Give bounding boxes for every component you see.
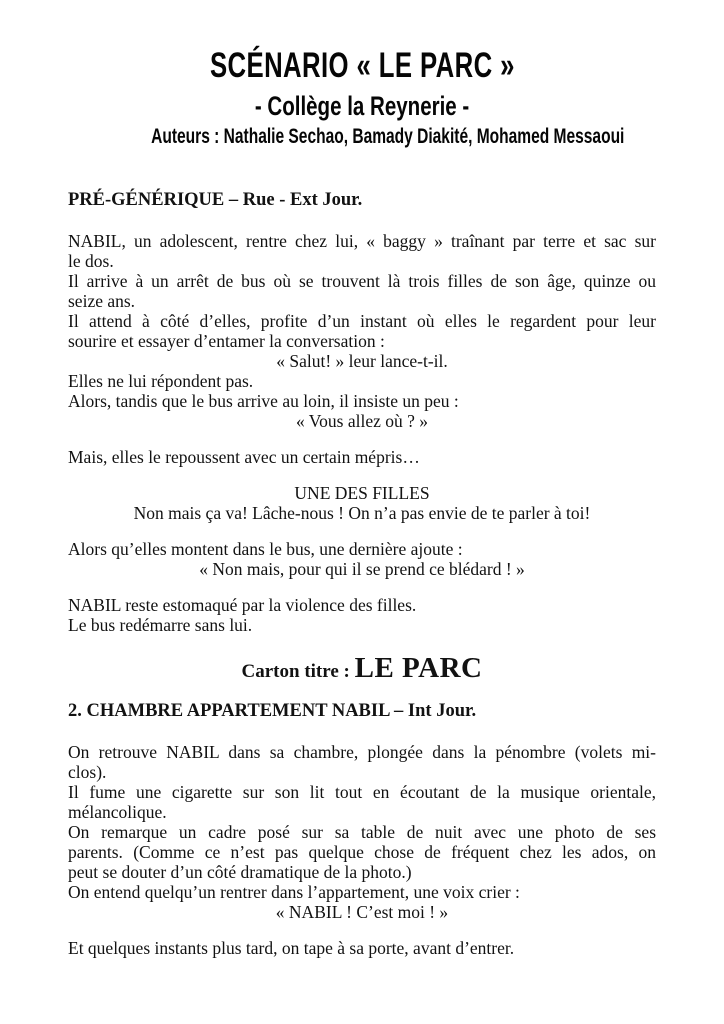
action-line: NABIL reste estomaqué par la violence des filles. <box>68 595 417 615</box>
action-line: peut se douter d’un côté dramatique de la photo.) <box>68 862 412 882</box>
action-line: Et quelques instants plus tard, on tape à sa porte, avant d’entrer. <box>68 938 515 958</box>
action-line: le dos. <box>68 251 114 271</box>
centered-dialogue-line: UNE DES FILLES <box>294 483 430 503</box>
action-line: seize ans. <box>68 291 136 311</box>
paragraph-spacer <box>68 922 656 938</box>
document-title-text: SCÉNARIO « LE PARC » <box>209 44 515 85</box>
centered-dialogue-line: « NABIL ! C’est moi ! » <box>275 902 449 922</box>
action-line: Il arrive à un arrêt de bus où se trouvent là trois filles de son âge, quinze ou <box>68 271 656 291</box>
centered-dialogue-line: « Vous allez où ? » <box>295 411 429 431</box>
action-line: Alors, tandis que le bus arrive au loin, il insiste un peu : <box>68 391 459 411</box>
document-title <box>68 46 656 84</box>
action-line: NABIL, un adolescent, rentre chez lui, « baggy » traînant par terre et sac sur <box>68 231 656 251</box>
action-line: parents. (Comme ce n’est pas quelque chose de fréquent chez les ados, on <box>68 842 656 862</box>
paragraph-spacer <box>68 467 656 483</box>
carton-title-line <box>68 651 656 685</box>
action-line: Alors qu’elles montent dans le bus, une dernière ajoute : <box>68 539 463 559</box>
document-subtitle <box>68 91 656 122</box>
action-line: On retrouve NABIL dans sa chambre, plongée dans la pénombre (volets mi- <box>68 742 656 762</box>
document-subtitle-text: - Collège la Reynerie - <box>254 91 470 121</box>
paragraph-spacer <box>68 685 656 701</box>
action-line: Elles ne lui répondent pas. <box>68 371 254 391</box>
action-line: clos). <box>68 762 107 782</box>
action-line: mélancolique. <box>68 802 167 822</box>
paragraph-spacer <box>68 523 656 539</box>
action-line: On remarque un cadre posé sur sa table de nuit avec une photo de ses <box>68 822 656 842</box>
heading-spacer <box>68 210 656 231</box>
paragraph-spacer <box>68 579 656 595</box>
document-authors-text: Auteurs : Nathalie Sechao, Bamady Diakité, Mohamed Messaoui <box>151 125 625 148</box>
centered-dialogue-line: « Non mais, pour qui il se prend ce blédard ! » <box>199 559 525 579</box>
action-line: Il fume une cigarette sur son lit tout en écoutant de la musique orientale, <box>68 782 656 802</box>
carton-prefix: Carton titre : <box>241 661 355 682</box>
scene-heading: 2. CHAMBRE APPARTEMENT NABIL – Int Jour. <box>68 701 477 721</box>
action-line: Il attend à côté d’elles, profite d’un instant où elles le regardent pour leur <box>68 311 656 331</box>
scene-heading: PRÉ-GÉNÉRIQUE – Rue - Ext Jour. <box>68 190 363 210</box>
paragraph-spacer <box>68 431 656 447</box>
action-line: sourire et essayer d’entamer la conversation : <box>68 331 385 351</box>
script-body <box>68 190 656 958</box>
carton-title: LE PARC <box>354 652 483 684</box>
centered-dialogue-line: Non mais ça va! Lâche-nous ! On n’a pas envie de te parler à toi! <box>133 503 591 523</box>
paragraph-spacer <box>68 635 656 651</box>
heading-spacer <box>68 721 656 742</box>
centered-dialogue-line: « Salut! » leur lance-t-il. <box>276 351 448 371</box>
action-line: On entend quelqu’un rentrer dans l’appartement, une voix crier : <box>68 882 520 902</box>
action-line: Mais, elles le repoussent avec un certain mépris… <box>68 447 420 467</box>
action-line: Le bus redémarre sans lui. <box>68 615 253 635</box>
document-authors <box>68 125 656 149</box>
